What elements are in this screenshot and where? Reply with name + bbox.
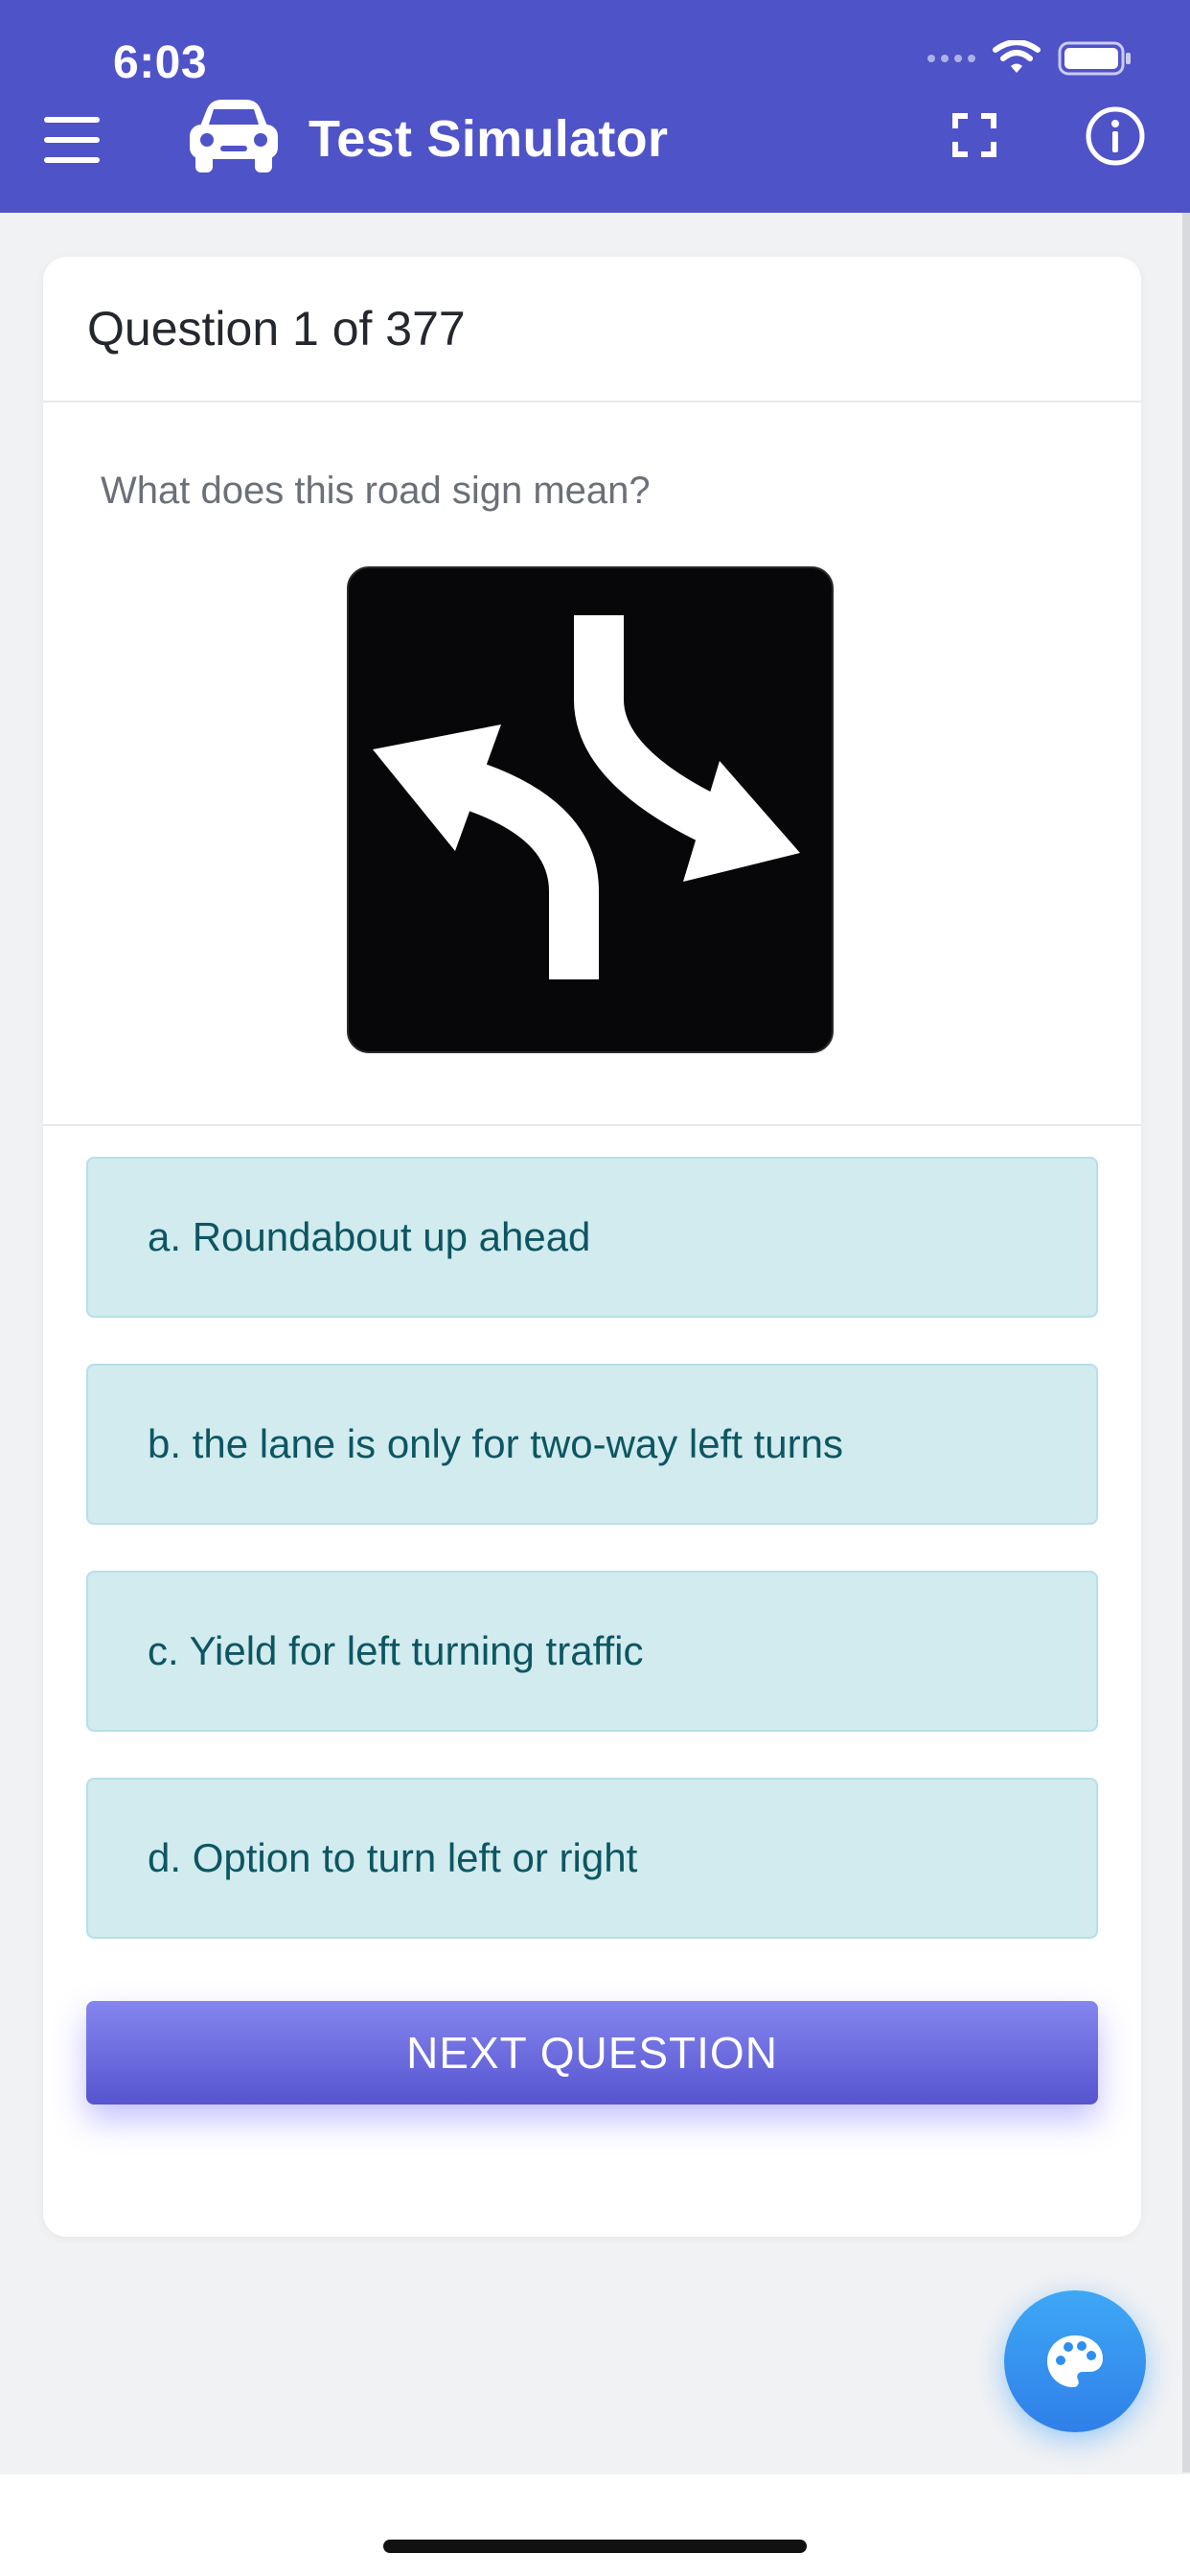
theme-palette-button[interactable] <box>1004 2290 1146 2432</box>
palette-icon <box>1045 2334 1105 2389</box>
question-card <box>43 257 1141 2237</box>
scrollbar[interactable] <box>1182 213 1190 2472</box>
app-bar <box>0 96 1190 192</box>
question-counter: Question 1 of 377 <box>43 257 1141 402</box>
wifi-icon <box>993 40 1041 77</box>
car-icon <box>186 96 282 176</box>
status-time: 6:03 <box>113 37 208 88</box>
app-title: Test Simulator <box>309 110 669 168</box>
answer-option-a[interactable]: a. Roundabout up ahead <box>86 1157 1098 1318</box>
answer-options <box>86 1157 1098 1985</box>
question-text: What does this road sign mean? <box>101 470 651 512</box>
battery-icon <box>1058 40 1133 77</box>
road-sign-image <box>346 565 835 1054</box>
fullscreen-icon[interactable] <box>952 113 996 157</box>
home-indicator[interactable] <box>383 2540 807 2553</box>
menu-icon[interactable] <box>44 117 100 163</box>
cellular-signal-icon <box>927 55 975 62</box>
info-icon[interactable] <box>1085 105 1146 167</box>
home-indicator-area <box>0 2474 1190 2576</box>
divider <box>43 1124 1141 1126</box>
top-header <box>0 0 1190 213</box>
two-way-left-turn-lane-sign-icon <box>346 565 835 1054</box>
status-icons <box>927 40 1133 77</box>
next-question-button[interactable]: NEXT QUESTION <box>86 2001 1098 2104</box>
answer-option-c[interactable]: c. Yield for left turning traffic <box>86 1571 1098 1732</box>
answer-option-d[interactable]: d. Option to turn left or right <box>86 1778 1098 1939</box>
answer-option-b[interactable]: b. the lane is only for two-way left turns <box>86 1364 1098 1525</box>
